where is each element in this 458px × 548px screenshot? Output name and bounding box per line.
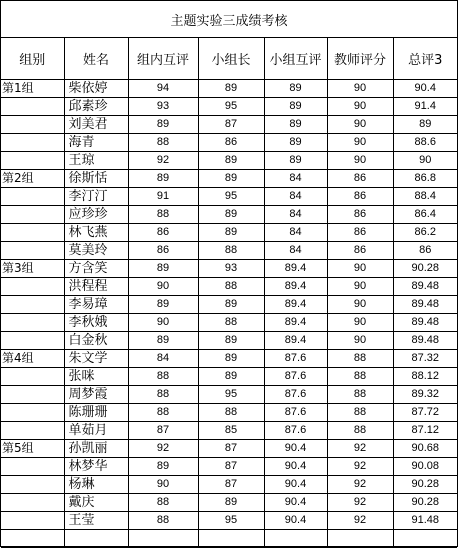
peer-score-cell: 88 bbox=[128, 404, 198, 422]
intergroup-score-cell: 89 bbox=[264, 80, 327, 98]
group-cell bbox=[1, 332, 64, 350]
total-score-cell: 87.12 bbox=[393, 422, 457, 440]
teacher-score-cell: 92 bbox=[327, 476, 393, 494]
total-score-cell: 86 bbox=[393, 242, 457, 260]
total-score-cell: 91.4 bbox=[393, 98, 457, 116]
table-row bbox=[1, 476, 457, 494]
teacher-score-cell: 92 bbox=[327, 440, 393, 458]
group-cell bbox=[1, 386, 64, 404]
total-score-cell: 90.28 bbox=[393, 476, 457, 494]
group-cell bbox=[1, 188, 64, 206]
sheet-title: 主题实验三成绩考核 bbox=[1, 1, 457, 38]
name-cell: 洪程程 bbox=[64, 278, 128, 296]
teacher-score-cell: 90 bbox=[327, 314, 393, 332]
group-cell bbox=[1, 224, 64, 242]
teacher-score-cell: 90 bbox=[327, 98, 393, 116]
peer-score-cell: 88 bbox=[128, 512, 198, 530]
intergroup-score-cell: 90.4 bbox=[264, 512, 327, 530]
peer-score-cell: 89 bbox=[128, 116, 198, 134]
leader-score-cell: 89 bbox=[198, 206, 264, 224]
name-cell: 林梦华 bbox=[64, 458, 128, 476]
table-row bbox=[1, 314, 457, 332]
leader-score-cell: 88 bbox=[198, 404, 264, 422]
header-peer-score: 组内互评 bbox=[128, 38, 198, 80]
peer-score-cell: 90 bbox=[128, 278, 198, 296]
group-cell bbox=[1, 512, 64, 530]
total-score-cell: 86.2 bbox=[393, 224, 457, 242]
leader-score-cell: 87 bbox=[198, 116, 264, 134]
group-cell bbox=[1, 458, 64, 476]
intergroup-score-cell: 87.6 bbox=[264, 386, 327, 404]
score-table bbox=[1, 38, 457, 548]
header-group: 组别 bbox=[1, 38, 64, 80]
intergroup-score-cell: 89.4 bbox=[264, 260, 327, 278]
table-row bbox=[1, 458, 457, 476]
teacher-score-cell: 90 bbox=[327, 260, 393, 278]
table-row bbox=[1, 386, 457, 404]
table-body bbox=[1, 80, 457, 548]
empty-cell bbox=[198, 530, 264, 548]
total-score-cell: 90.68 bbox=[393, 440, 457, 458]
table-row bbox=[1, 134, 457, 152]
teacher-score-cell: 86 bbox=[327, 242, 393, 260]
table-row bbox=[1, 80, 457, 98]
total-score-cell: 87.32 bbox=[393, 350, 457, 368]
name-cell: 王琼 bbox=[64, 152, 128, 170]
name-cell: 张咪 bbox=[64, 368, 128, 386]
name-cell: 单茹月 bbox=[64, 422, 128, 440]
table-row bbox=[1, 206, 457, 224]
leader-score-cell: 93 bbox=[198, 260, 264, 278]
name-cell: 陈珊珊 bbox=[64, 404, 128, 422]
teacher-score-cell: 90 bbox=[327, 296, 393, 314]
table-row bbox=[1, 260, 457, 278]
header-name: 姓名 bbox=[64, 38, 128, 80]
total-score-cell: 89.32 bbox=[393, 386, 457, 404]
empty-cell bbox=[1, 530, 64, 548]
leader-score-cell: 89 bbox=[198, 332, 264, 350]
table-row bbox=[1, 98, 457, 116]
group-cell bbox=[1, 206, 64, 224]
table-row bbox=[1, 512, 457, 530]
name-cell: 杨琳 bbox=[64, 476, 128, 494]
group-cell: 第2组 bbox=[1, 170, 64, 188]
total-score-cell: 88.12 bbox=[393, 368, 457, 386]
peer-score-cell: 88 bbox=[128, 386, 198, 404]
peer-score-cell: 93 bbox=[128, 98, 198, 116]
teacher-score-cell: 90 bbox=[327, 152, 393, 170]
table-row bbox=[1, 242, 457, 260]
name-cell: 莫美玲 bbox=[64, 242, 128, 260]
empty-cell bbox=[393, 530, 457, 548]
peer-score-cell: 92 bbox=[128, 152, 198, 170]
total-score-cell: 90.4 bbox=[393, 80, 457, 98]
table-row bbox=[1, 422, 457, 440]
group-cell bbox=[1, 368, 64, 386]
name-cell: 应珍珍 bbox=[64, 206, 128, 224]
peer-score-cell: 88 bbox=[128, 368, 198, 386]
table-row bbox=[1, 278, 457, 296]
intergroup-score-cell: 90.4 bbox=[264, 476, 327, 494]
teacher-score-cell: 86 bbox=[327, 206, 393, 224]
leader-score-cell: 95 bbox=[198, 512, 264, 530]
leader-score-cell: 88 bbox=[198, 242, 264, 260]
header-intergroup-score: 小组互评 bbox=[264, 38, 327, 80]
table-row bbox=[1, 296, 457, 314]
empty-cell bbox=[128, 530, 198, 548]
intergroup-score-cell: 89.4 bbox=[264, 314, 327, 332]
intergroup-score-cell: 87.6 bbox=[264, 422, 327, 440]
peer-score-cell: 88 bbox=[128, 494, 198, 512]
peer-score-cell: 92 bbox=[128, 440, 198, 458]
total-score-cell: 90.28 bbox=[393, 260, 457, 278]
intergroup-score-cell: 89.4 bbox=[264, 278, 327, 296]
leader-score-cell: 89 bbox=[198, 296, 264, 314]
group-cell bbox=[1, 116, 64, 134]
leader-score-cell: 88 bbox=[198, 314, 264, 332]
teacher-score-cell: 88 bbox=[327, 386, 393, 404]
total-score-cell: 90.28 bbox=[393, 494, 457, 512]
table-row bbox=[1, 116, 457, 134]
group-cell bbox=[1, 152, 64, 170]
group-cell bbox=[1, 278, 64, 296]
teacher-score-cell: 92 bbox=[327, 458, 393, 476]
table-row bbox=[1, 404, 457, 422]
total-score-cell: 88.4 bbox=[393, 188, 457, 206]
group-cell bbox=[1, 314, 64, 332]
intergroup-score-cell: 90.4 bbox=[264, 440, 327, 458]
teacher-score-cell: 88 bbox=[327, 404, 393, 422]
group-cell: 第3组 bbox=[1, 260, 64, 278]
leader-score-cell: 95 bbox=[198, 188, 264, 206]
teacher-score-cell: 86 bbox=[327, 224, 393, 242]
group-cell bbox=[1, 134, 64, 152]
total-score-cell: 88.6 bbox=[393, 134, 457, 152]
name-cell: 柴依婷 bbox=[64, 80, 128, 98]
peer-score-cell: 91 bbox=[128, 188, 198, 206]
name-cell: 李汀汀 bbox=[64, 188, 128, 206]
table-row bbox=[1, 350, 457, 368]
name-cell: 孙凯丽 bbox=[64, 440, 128, 458]
teacher-score-cell: 88 bbox=[327, 368, 393, 386]
name-cell: 朱文学 bbox=[64, 350, 128, 368]
total-score-cell: 89.48 bbox=[393, 296, 457, 314]
teacher-score-cell: 90 bbox=[327, 116, 393, 134]
intergroup-score-cell: 84 bbox=[264, 206, 327, 224]
intergroup-score-cell: 84 bbox=[264, 224, 327, 242]
peer-score-cell: 89 bbox=[128, 458, 198, 476]
leader-score-cell: 89 bbox=[198, 224, 264, 242]
intergroup-score-cell: 89 bbox=[264, 116, 327, 134]
group-cell bbox=[1, 242, 64, 260]
name-cell: 海青 bbox=[64, 134, 128, 152]
group-cell: 第4组 bbox=[1, 350, 64, 368]
table-row bbox=[1, 368, 457, 386]
teacher-score-cell: 88 bbox=[327, 350, 393, 368]
leader-score-cell: 89 bbox=[198, 80, 264, 98]
peer-score-cell: 89 bbox=[128, 170, 198, 188]
name-cell: 方含笑 bbox=[64, 260, 128, 278]
intergroup-score-cell: 87.6 bbox=[264, 368, 327, 386]
table-row bbox=[1, 332, 457, 350]
peer-score-cell: 88 bbox=[128, 206, 198, 224]
table-row bbox=[1, 494, 457, 512]
name-cell: 戴庆 bbox=[64, 494, 128, 512]
peer-score-cell: 89 bbox=[128, 260, 198, 278]
leader-score-cell: 89 bbox=[198, 170, 264, 188]
name-cell: 白金秋 bbox=[64, 332, 128, 350]
peer-score-cell: 90 bbox=[128, 314, 198, 332]
leader-score-cell: 89 bbox=[198, 152, 264, 170]
total-score-cell: 89.48 bbox=[393, 278, 457, 296]
empty-cell bbox=[64, 530, 128, 548]
peer-score-cell: 89 bbox=[128, 332, 198, 350]
peer-score-cell: 90 bbox=[128, 476, 198, 494]
leader-score-cell: 86 bbox=[198, 134, 264, 152]
group-cell: 第5组 bbox=[1, 440, 64, 458]
group-cell bbox=[1, 494, 64, 512]
empty-row bbox=[1, 530, 457, 548]
name-cell: 李易璋 bbox=[64, 296, 128, 314]
table-row bbox=[1, 224, 457, 242]
leader-score-cell: 89 bbox=[198, 368, 264, 386]
leader-score-cell: 85 bbox=[198, 422, 264, 440]
intergroup-score-cell: 89 bbox=[264, 98, 327, 116]
teacher-score-cell: 90 bbox=[327, 80, 393, 98]
total-score-cell: 90 bbox=[393, 152, 457, 170]
table-row bbox=[1, 152, 457, 170]
teacher-score-cell: 86 bbox=[327, 188, 393, 206]
header-row bbox=[1, 38, 457, 80]
teacher-score-cell: 90 bbox=[327, 278, 393, 296]
group-cell bbox=[1, 98, 64, 116]
leader-score-cell: 95 bbox=[198, 386, 264, 404]
intergroup-score-cell: 89.4 bbox=[264, 332, 327, 350]
leader-score-cell: 89 bbox=[198, 350, 264, 368]
empty-cell bbox=[264, 530, 327, 548]
total-score-cell: 86.8 bbox=[393, 170, 457, 188]
name-cell: 王莹 bbox=[64, 512, 128, 530]
leader-score-cell: 88 bbox=[198, 278, 264, 296]
intergroup-score-cell: 89 bbox=[264, 152, 327, 170]
leader-score-cell: 87 bbox=[198, 458, 264, 476]
total-score-cell: 89 bbox=[393, 116, 457, 134]
leader-score-cell: 95 bbox=[198, 98, 264, 116]
name-cell: 周梦霞 bbox=[64, 386, 128, 404]
group-cell bbox=[1, 404, 64, 422]
intergroup-score-cell: 84 bbox=[264, 188, 327, 206]
intergroup-score-cell: 87.6 bbox=[264, 350, 327, 368]
intergroup-score-cell: 89 bbox=[264, 134, 327, 152]
leader-score-cell: 87 bbox=[198, 476, 264, 494]
total-score-cell: 89.48 bbox=[393, 314, 457, 332]
teacher-score-cell: 88 bbox=[327, 422, 393, 440]
name-cell: 李秋娥 bbox=[64, 314, 128, 332]
peer-score-cell: 88 bbox=[128, 134, 198, 152]
peer-score-cell: 87 bbox=[128, 422, 198, 440]
leader-score-cell: 89 bbox=[198, 494, 264, 512]
intergroup-score-cell: 89.4 bbox=[264, 296, 327, 314]
total-score-cell: 90.08 bbox=[393, 458, 457, 476]
teacher-score-cell: 92 bbox=[327, 494, 393, 512]
teacher-score-cell: 92 bbox=[327, 512, 393, 530]
intergroup-score-cell: 90.4 bbox=[264, 458, 327, 476]
intergroup-score-cell: 90.4 bbox=[264, 494, 327, 512]
group-cell bbox=[1, 422, 64, 440]
total-score-cell: 91.48 bbox=[393, 512, 457, 530]
table-row bbox=[1, 188, 457, 206]
name-cell: 邱素珍 bbox=[64, 98, 128, 116]
table-row bbox=[1, 170, 457, 188]
peer-score-cell: 84 bbox=[128, 350, 198, 368]
teacher-score-cell: 90 bbox=[327, 134, 393, 152]
peer-score-cell: 89 bbox=[128, 296, 198, 314]
group-cell bbox=[1, 296, 64, 314]
intergroup-score-cell: 84 bbox=[264, 242, 327, 260]
peer-score-cell: 94 bbox=[128, 80, 198, 98]
teacher-score-cell: 86 bbox=[327, 170, 393, 188]
name-cell: 林飞燕 bbox=[64, 224, 128, 242]
total-score-cell: 89.48 bbox=[393, 332, 457, 350]
peer-score-cell: 86 bbox=[128, 224, 198, 242]
name-cell: 徐斯恬 bbox=[64, 170, 128, 188]
peer-score-cell: 86 bbox=[128, 242, 198, 260]
group-cell bbox=[1, 476, 64, 494]
intergroup-score-cell: 87.6 bbox=[264, 404, 327, 422]
total-score-cell: 86.4 bbox=[393, 206, 457, 224]
header-teacher-score: 教师评分 bbox=[327, 38, 393, 80]
name-cell: 刘美君 bbox=[64, 116, 128, 134]
group-cell: 第1组 bbox=[1, 80, 64, 98]
leader-score-cell: 87 bbox=[198, 440, 264, 458]
empty-cell bbox=[327, 530, 393, 548]
table-row bbox=[1, 440, 457, 458]
total-score-cell: 87.72 bbox=[393, 404, 457, 422]
header-total-score: 总评3 bbox=[393, 38, 457, 80]
header-leader-score: 小组长 bbox=[198, 38, 264, 80]
intergroup-score-cell: 84 bbox=[264, 170, 327, 188]
teacher-score-cell: 90 bbox=[327, 332, 393, 350]
